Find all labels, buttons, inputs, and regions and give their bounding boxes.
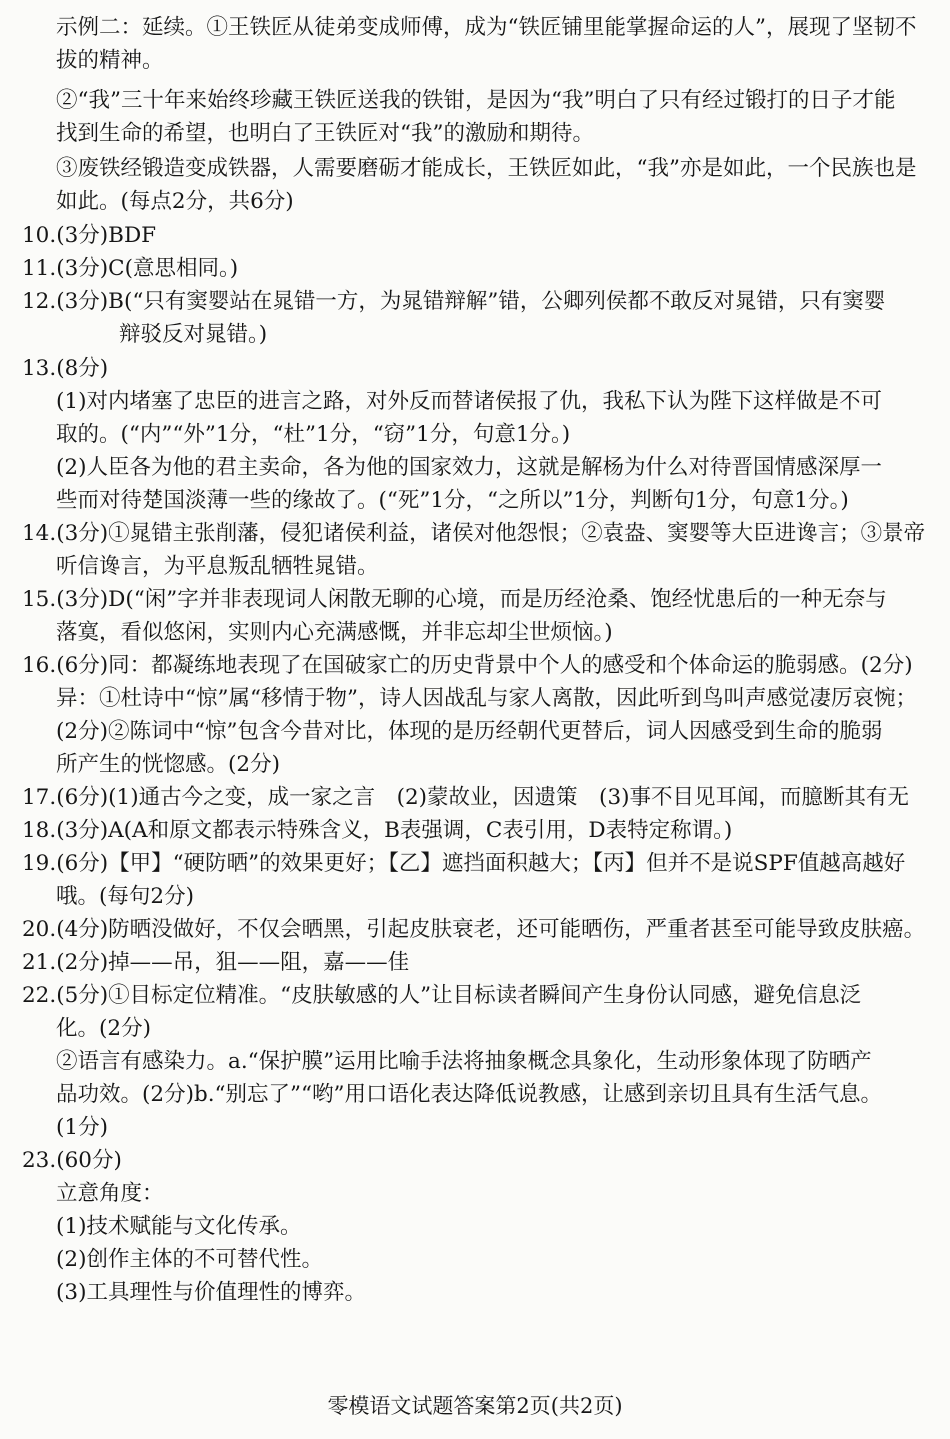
- text-line: (1)对内堵塞了忠臣的进言之路，对外反而替诸侯报了仇，我私下认为陛下这样做是不可: [56, 389, 882, 414]
- answer-item: 11.(3分)C(意思相同。): [22, 256, 239, 281]
- answer-item: 14.(3分)①晁错主张削藩，侵犯诸侯利益，诸侯对他怨恨；②袁盎、窦婴等大臣进谗言；③景帝: [22, 521, 926, 546]
- text-line: 拔的精神。: [56, 48, 164, 73]
- text-line: (2)创作主体的不可替代性。: [56, 1247, 323, 1272]
- text-line: ③废铁经锻造变成铁器，人需要磨砺才能成长，王铁匠如此，“我”亦是如此，一个民族也是: [56, 156, 917, 181]
- text-line: (2)人臣各为他的君主卖命，各为他的国家效力，这就是解杨为什么对待晋国情感深厚一: [56, 455, 882, 480]
- text-line: (1)技术赋能与文化传承。: [56, 1214, 302, 1239]
- answer-item: 18.(3分)A(A和原文都表示特殊含义，B表强调，C表引用，D表特定称谓。): [22, 818, 733, 843]
- answer-item: 22.(5分)①目标定位精准。“皮肤敏感的人”让目标读者瞬间产生身份认同感，避免信息泛: [22, 983, 862, 1008]
- answer-item: 10.(3分)BDF: [22, 223, 157, 248]
- text-line: (3)工具理性与价值理性的博弈。: [56, 1280, 366, 1305]
- page-footer: 零模语文试题答案第2页(共2页): [327, 1394, 623, 1418]
- answer-item: 12.(3分)B(“只有窦婴站在晁错一方，为晁错辩解”错，公卿列侯都不敢反对晁错，只有窦婴: [22, 289, 886, 314]
- text-line: 听信谗言，为平息叛乱牺牲晁错。: [56, 554, 379, 579]
- text-line: 示例二：延续。①王铁匠从徒弟变成师傅，成为“铁匠铺里能掌握命运的人”，展现了坚韧不: [56, 15, 917, 40]
- text-line: 哦。(每句2分): [56, 884, 194, 909]
- text-line: (2分)②陈词中“惊”包含今昔对比，体现的是历经朝代更替后，词人因感受到生命的脆弱: [56, 719, 883, 744]
- answer-item: 21.(2分)掉——吊，狙——阻，嘉——佳: [22, 950, 410, 975]
- answer-item: 19.(6分)【甲】“硬防晒”的效果更好；【乙】遮挡面积越大；【丙】但并不是说SPF值越高越好: [22, 851, 906, 876]
- text-line: 化。(2分): [56, 1016, 151, 1041]
- text-line: 辩驳反对晁错。): [119, 322, 268, 347]
- answer-item: 16.(6分)同：都凝练地表现了在国破家亡的历史背景中个人的感受和个体命运的脆弱感。(2分): [22, 653, 913, 678]
- text-line: 品功效。(2分)b.“别忘了”“哟”用口语化表达降低说教感，让感到亲切且具有生活气息。: [56, 1082, 883, 1107]
- text-line: ②“我”三十年来始终珍藏王铁匠送我的铁钳，是因为“我”明白了只有经过锻打的日子才能: [56, 88, 896, 113]
- text-line: 落寞，看似悠闲，实则内心充满感慨，并非忘却尘世烦恼。): [56, 620, 613, 645]
- text-line: 立意角度：: [56, 1181, 164, 1206]
- answer-item: 23.(60分): [22, 1148, 122, 1173]
- text-line: 如此。(每点2分，共6分): [56, 189, 294, 214]
- text-line: 所产生的恍惚感。(2分): [56, 752, 280, 777]
- answer-item: 15.(3分)D(“闲”字并非表现词人闲散无聊的心境，而是历经沧桑、饱经忧患后的一种无奈与: [22, 587, 887, 612]
- text-line: (1分): [56, 1115, 108, 1140]
- text-line: 找到生命的希望，也明白了王铁匠对“我”的激励和期待。: [56, 121, 594, 146]
- text-line: 些而对待楚国淡薄一些的缘故了。(“死”1分，“之所以”1分，判断句1分，句意1分。): [56, 488, 849, 513]
- answer-item: 17.(6分)(1)通古今之变，成一家之言 (2)蒙故业，因遗策 (3)事不目见耳闻，而臆断其有无: [22, 785, 910, 810]
- text-line: 取的。(“内”“外”1分，“杜”1分，“窃”1分，句意1分。): [56, 422, 571, 447]
- text-line: 异：①杜诗中“惊”属“移情于物”，诗人因战乱与家人离散，因此听到鸟叫声感觉凄厉哀惋；: [56, 686, 917, 711]
- text-line: ②语言有感染力。a.“保护膜”运用比喻手法将抽象概念具象化，生动形象体现了防晒产: [56, 1049, 872, 1074]
- answer-item: 13.(8分): [22, 356, 109, 381]
- answer-item: 20.(4分)防晒没做好，不仅会晒黑，引起皮肤衰老，还可能晒伤，严重者甚至可能导致皮肤癌。: [22, 917, 926, 942]
